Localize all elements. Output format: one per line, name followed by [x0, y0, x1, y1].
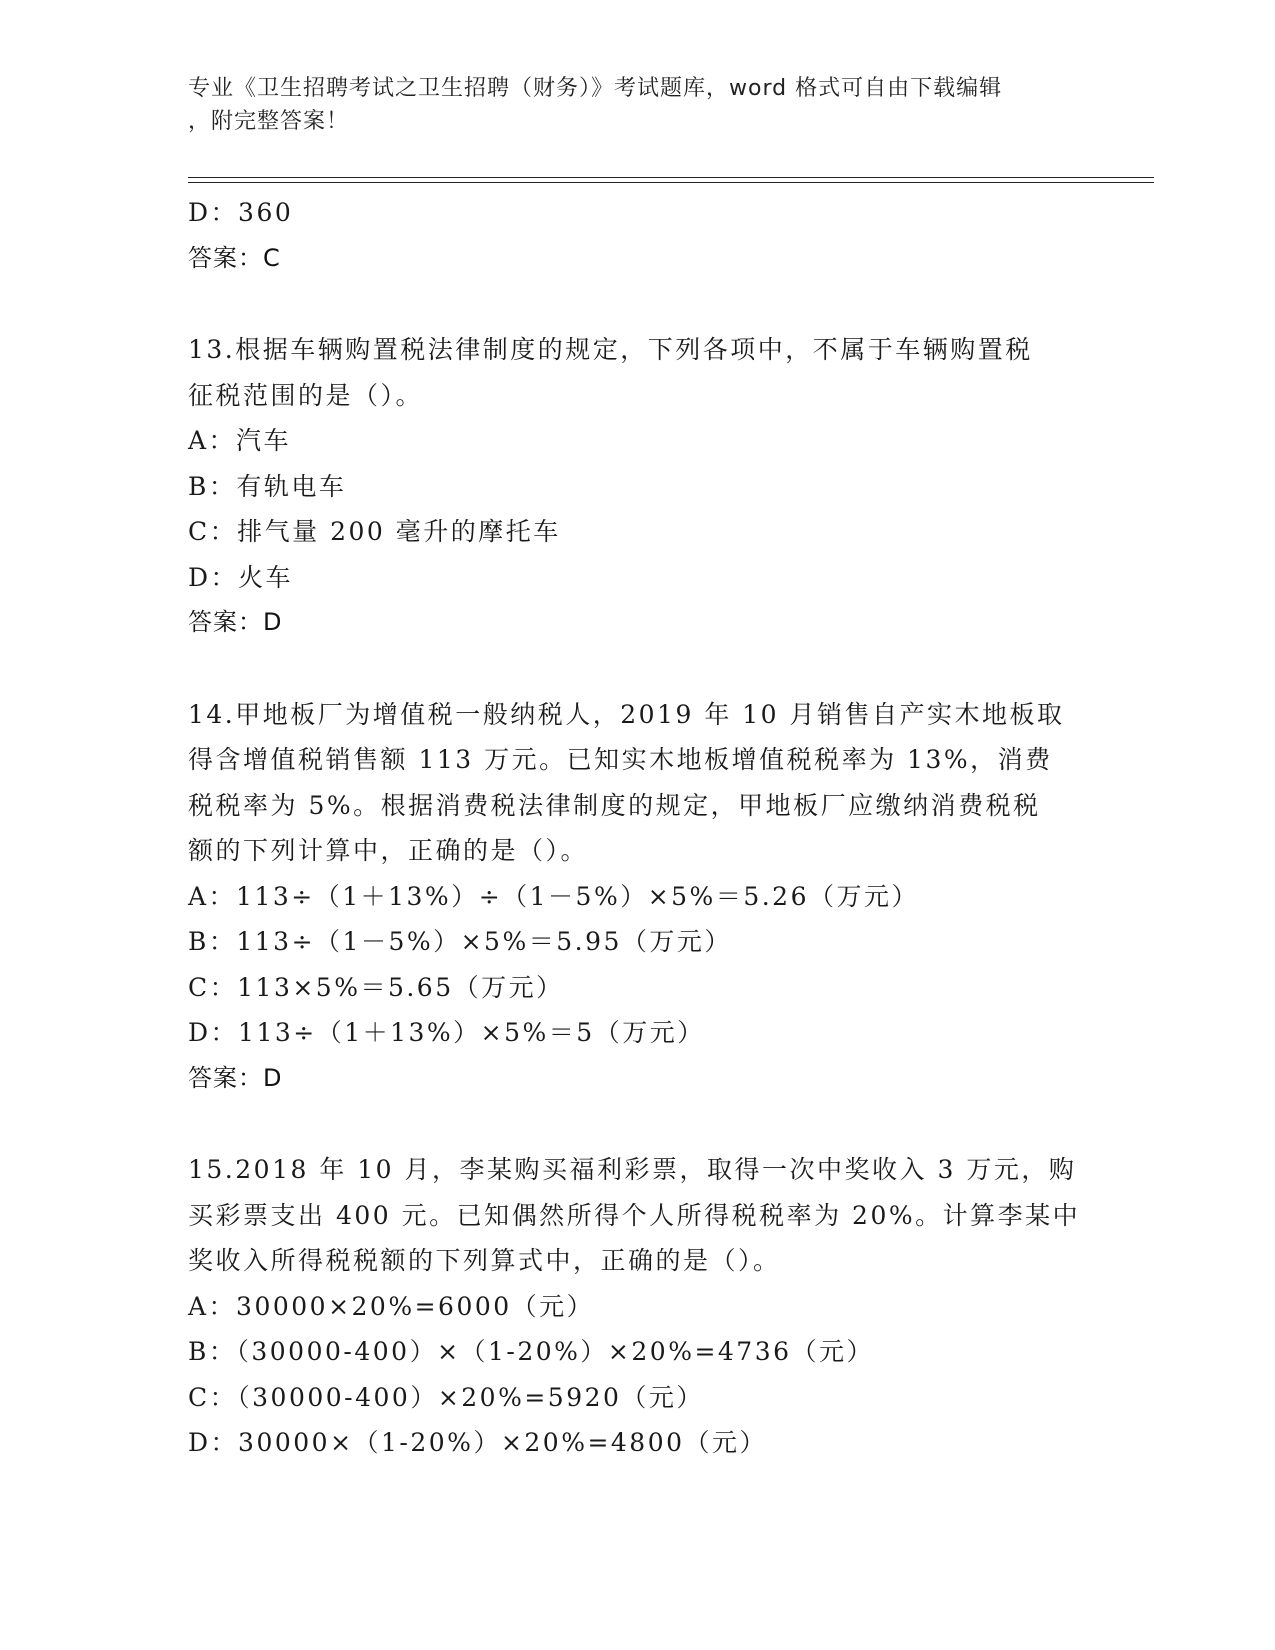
question-15-option-b: B：（30000-400）×（1-20%）×20%=4736（元） [188, 1337, 875, 1366]
question-14-text-2: 得含增值税销售额 113 万元。已知实木地板增值税税率为 13%，消费 [188, 745, 1053, 774]
question-14-option-b: B：113÷（1－5%）×5%＝5.95（万元） [188, 927, 732, 956]
question-14-option-c: C：113×5%＝5.65（万元） [188, 972, 564, 1002]
header-line-1: 专业《卫生招聘考试之卫生招聘（财务）》考试题库，word 格式可自由下载编辑 [188, 76, 1003, 101]
question-14-option-d: D：113÷（1＋13%）×5%＝5（万元） [188, 1018, 705, 1047]
question-13-answer: 答案：D [188, 608, 283, 636]
spacer [188, 646, 1108, 692]
question-13-text-2: 征税范围的是（）。 [188, 380, 424, 410]
prev-answer: 答案：C [188, 243, 281, 272]
question-13-text-1: 13.根据车辆购置税法律制度的规定，下列各项中，不属于车辆购置税 [188, 335, 1033, 364]
question-15-option-c: C：（30000-400）×20%=5920（元） [188, 1382, 704, 1412]
question-13-option-d: D：火车 [188, 562, 294, 592]
document-header [188, 72, 1068, 138]
header-divider [188, 177, 1154, 183]
header-line-2: ，附完整答案！ [188, 109, 350, 134]
question-14-text-1: 14.甲地板厂为增值税一般纳税人，2019 年 10 月销售自产实木地板取 [188, 699, 1065, 729]
question-15-text-1: 15.2018 年 10 月，李某购买福利彩票，取得一次中奖收入 3 万元，购 [188, 1155, 1077, 1184]
question-15 [188, 1147, 1108, 1466]
question-13-option-b: B：有轨电车 [188, 471, 347, 501]
question-13-option-a: A：汽车 [188, 426, 292, 455]
question-15-text-3: 奖收入所得税税额的下列算式中，正确的是（）。 [188, 1246, 781, 1275]
question-14-text-3: 税税率为 5%。根据消费税法律制度的规定，甲地板厂应缴纳消费税税 [188, 790, 1041, 820]
document-body [188, 190, 1108, 1466]
question-15-text-2: 买彩票支出 400 元。已知偶然所得个人所得税税率为 20%。计算李某中 [188, 1200, 1081, 1230]
question-13 [188, 327, 1108, 646]
prev-option-d: D：360 [188, 198, 294, 227]
question-15-option-d: D：30000×（1-20%）×20%=4800（元） [188, 1428, 768, 1457]
question-15-option-a: A：30000×20%=6000（元） [188, 1291, 595, 1321]
question-14-answer: 答案：D [188, 1063, 283, 1092]
spacer [188, 1101, 1108, 1147]
spacer [188, 281, 1108, 327]
question-14-option-a: A：113÷（1＋13%）÷（1－5%）×5%＝5.26（万元） [188, 881, 919, 911]
question-14-text-4: 额的下列计算中，正确的是（）。 [188, 836, 589, 865]
question-14 [188, 692, 1108, 1102]
question-13-option-c: C：排气量 200 毫升的摩托车 [188, 517, 561, 546]
